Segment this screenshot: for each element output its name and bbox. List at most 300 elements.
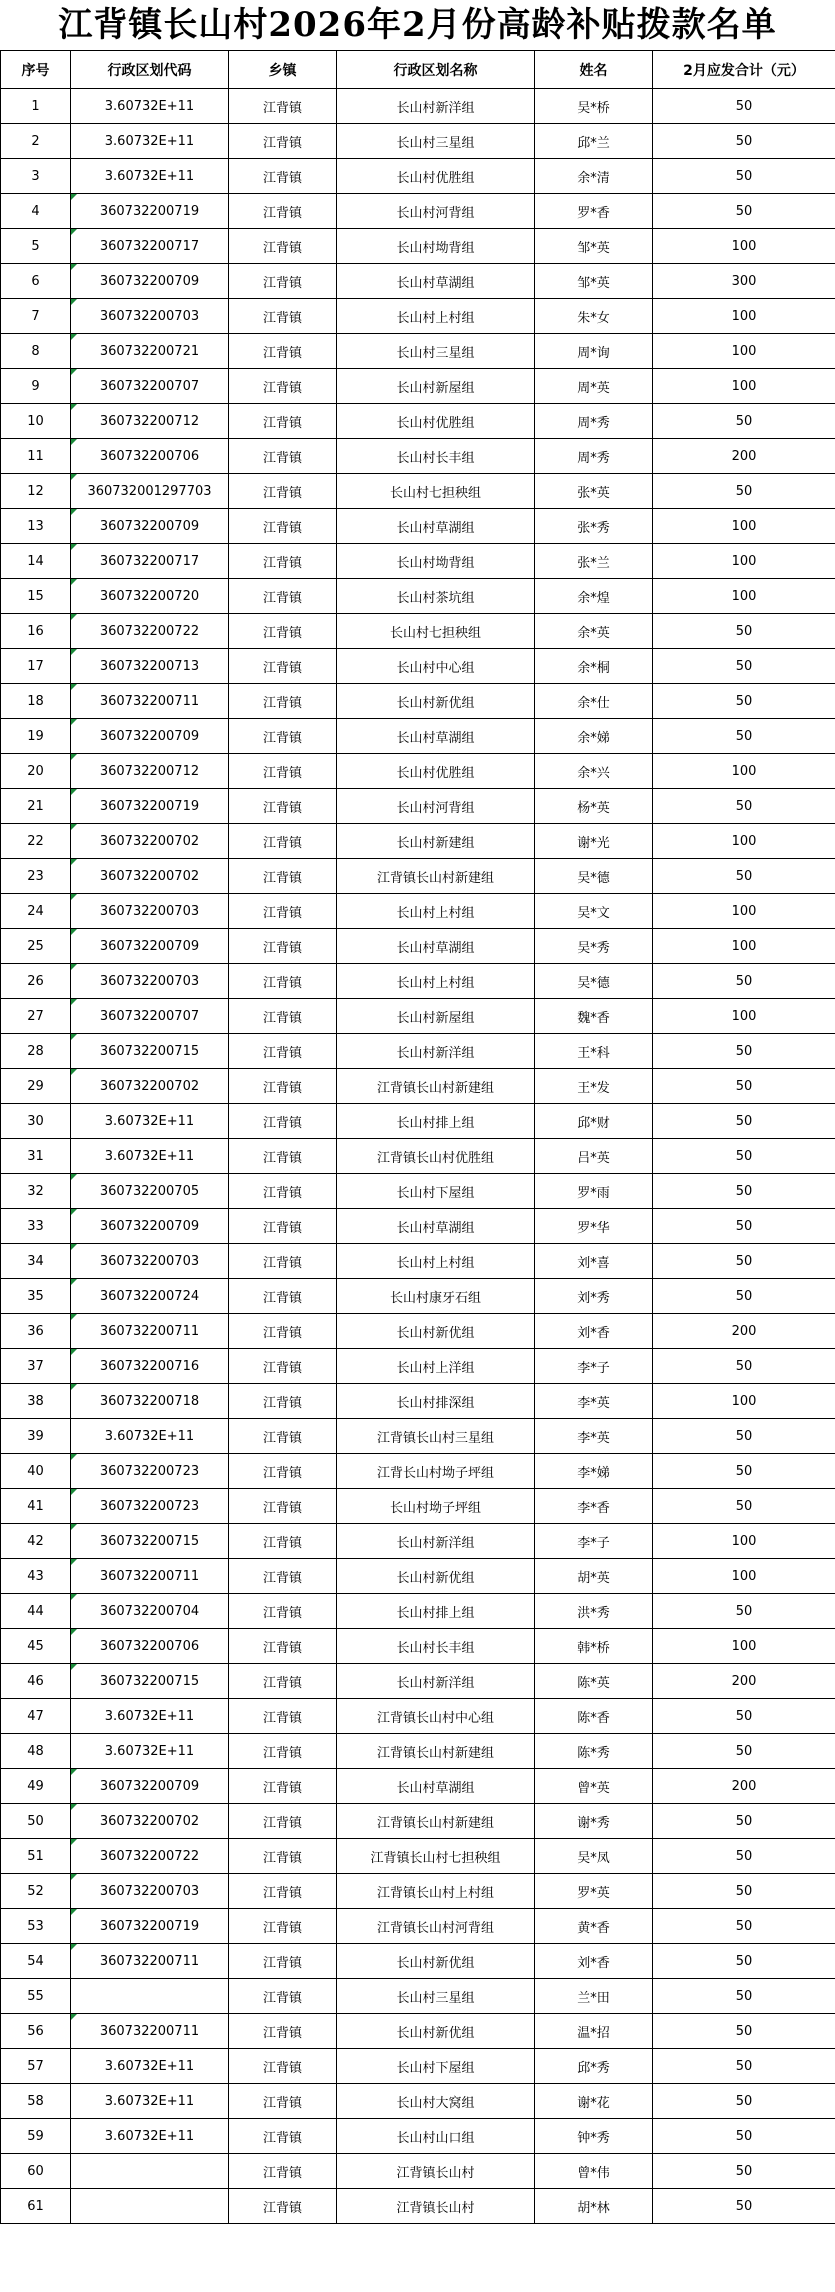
cell-town: 江背镇 xyxy=(229,1034,337,1069)
table-row xyxy=(1,2154,835,2189)
cell-index: 31 xyxy=(1,1139,71,1174)
table-row xyxy=(1,1139,835,1174)
cell-town: 江背镇 xyxy=(229,614,337,649)
cell-amount: 50 xyxy=(653,649,835,684)
cell-town: 江背镇 xyxy=(229,474,337,509)
cell-index: 45 xyxy=(1,1629,71,1664)
cell-name: 朱*女 xyxy=(535,299,653,334)
table-row xyxy=(1,1419,835,1454)
cell-index: 34 xyxy=(1,1244,71,1279)
table-row xyxy=(1,999,835,1034)
cell-region-name: 江背镇长山村七担秧组 xyxy=(337,1839,535,1874)
header-name: 姓名 xyxy=(535,51,653,89)
cell-index: 41 xyxy=(1,1489,71,1524)
cell-amount: 50 xyxy=(653,1594,835,1629)
cell-amount: 50 xyxy=(653,1419,835,1454)
cell-name: 吴*凤 xyxy=(535,1839,653,1874)
cell-index: 59 xyxy=(1,2119,71,2154)
cell-name: 钟*秀 xyxy=(535,2119,653,2154)
cell-amount: 50 xyxy=(653,2084,835,2119)
table-row xyxy=(1,1594,835,1629)
cell-region-code: 360732200711 xyxy=(71,684,229,719)
cell-index: 51 xyxy=(1,1839,71,1874)
cell-name: 陈*香 xyxy=(535,1699,653,1734)
cell-amount: 200 xyxy=(653,1769,835,1804)
cell-name: 曾*英 xyxy=(535,1769,653,1804)
cell-index: 1 xyxy=(1,89,71,124)
cell-name: 吴*桥 xyxy=(535,89,653,124)
cell-region-code: 360732200715 xyxy=(71,1524,229,1559)
table-row xyxy=(1,439,835,474)
cell-region-code: 360732200723 xyxy=(71,1454,229,1489)
table-row xyxy=(1,1384,835,1419)
cell-name: 张*兰 xyxy=(535,544,653,579)
cell-region-code: 360732200715 xyxy=(71,1034,229,1069)
cell-region-name: 江背镇长山村新建组 xyxy=(337,1069,535,1104)
cell-region-name: 江背镇长山村新建组 xyxy=(337,1734,535,1769)
cell-region-code: 360732200711 xyxy=(71,1559,229,1594)
cell-region-name: 江背镇长山村中心组 xyxy=(337,1699,535,1734)
cell-region-code: 360732200719 xyxy=(71,1909,229,1944)
table-row xyxy=(1,1349,835,1384)
cell-amount: 50 xyxy=(653,159,835,194)
cell-region-name: 长山村中心组 xyxy=(337,649,535,684)
cell-name: 黄*香 xyxy=(535,1909,653,1944)
cell-town: 江背镇 xyxy=(229,1349,337,1384)
cell-town: 江背镇 xyxy=(229,439,337,474)
cell-name: 邹*英 xyxy=(535,264,653,299)
cell-region-code: 3.60732E+11 xyxy=(71,2084,229,2119)
cell-name: 周*英 xyxy=(535,369,653,404)
cell-index: 16 xyxy=(1,614,71,649)
cell-region-code: 360732200702 xyxy=(71,1069,229,1104)
cell-town: 江背镇 xyxy=(229,2014,337,2049)
cell-town: 江背镇 xyxy=(229,2049,337,2084)
cell-region-code: 3.60732E+11 xyxy=(71,89,229,124)
cell-index: 58 xyxy=(1,2084,71,2119)
cell-amount: 50 xyxy=(653,789,835,824)
cell-region-name: 长山村新建组 xyxy=(337,824,535,859)
cell-index: 38 xyxy=(1,1384,71,1419)
table-row xyxy=(1,1489,835,1524)
cell-region-name: 长山村河背组 xyxy=(337,789,535,824)
cell-region-code: 360732200706 xyxy=(71,439,229,474)
cell-name: 吴*德 xyxy=(535,964,653,999)
cell-name: 刘*喜 xyxy=(535,1244,653,1279)
cell-town: 江背镇 xyxy=(229,89,337,124)
cell-town: 江背镇 xyxy=(229,1769,337,1804)
cell-index: 40 xyxy=(1,1454,71,1489)
cell-town: 江背镇 xyxy=(229,1804,337,1839)
cell-region-name: 长山村七担秧组 xyxy=(337,614,535,649)
cell-region-name: 长山村新洋组 xyxy=(337,1034,535,1069)
document-title: 江背镇长山村2026年2月份高龄补贴拨款名单 xyxy=(58,5,777,45)
cell-index: 11 xyxy=(1,439,71,474)
table-row xyxy=(1,1979,835,2014)
cell-index: 4 xyxy=(1,194,71,229)
cell-name: 胡*英 xyxy=(535,1559,653,1594)
cell-name: 陈*英 xyxy=(535,1664,653,1699)
table-row xyxy=(1,1874,835,1909)
cell-amount: 50 xyxy=(653,684,835,719)
cell-index: 46 xyxy=(1,1664,71,1699)
cell-town: 江背镇 xyxy=(229,1139,337,1174)
table-row xyxy=(1,2049,835,2084)
cell-region-name: 长山村新优组 xyxy=(337,1944,535,1979)
cell-region-code: 3.60732E+11 xyxy=(71,2119,229,2154)
cell-region-code xyxy=(71,2189,229,2224)
cell-amount: 100 xyxy=(653,579,835,614)
cell-town: 江背镇 xyxy=(229,299,337,334)
cell-amount: 50 xyxy=(653,1909,835,1944)
cell-region-code: 360732200709 xyxy=(71,1209,229,1244)
cell-index: 55 xyxy=(1,1979,71,2014)
cell-region-code: 3.60732E+11 xyxy=(71,1139,229,1174)
cell-town: 江背镇 xyxy=(229,964,337,999)
cell-name: 周*秀 xyxy=(535,404,653,439)
cell-town: 江背镇 xyxy=(229,1524,337,1559)
cell-region-code: 360732200709 xyxy=(71,929,229,964)
table-row xyxy=(1,1769,835,1804)
cell-name: 吴*德 xyxy=(535,859,653,894)
cell-region-name: 江背长山村坳子坪组 xyxy=(337,1454,535,1489)
cell-name: 罗*英 xyxy=(535,1874,653,1909)
cell-region-name: 长山村三星组 xyxy=(337,334,535,369)
cell-index: 48 xyxy=(1,1734,71,1769)
cell-town: 江背镇 xyxy=(229,124,337,159)
cell-region-name: 江背镇长山村 xyxy=(337,2189,535,2224)
cell-region-name: 江背镇长山村优胜组 xyxy=(337,1139,535,1174)
cell-index: 22 xyxy=(1,824,71,859)
table-row xyxy=(1,789,835,824)
table-row xyxy=(1,579,835,614)
cell-amount: 50 xyxy=(653,1979,835,2014)
cell-region-code: 360732200707 xyxy=(71,369,229,404)
cell-town: 江背镇 xyxy=(229,1104,337,1139)
cell-amount: 100 xyxy=(653,544,835,579)
cell-region-code: 360732200709 xyxy=(71,1769,229,1804)
cell-amount: 50 xyxy=(653,719,835,754)
cell-index: 9 xyxy=(1,369,71,404)
cell-amount: 50 xyxy=(653,474,835,509)
table-row xyxy=(1,1209,835,1244)
cell-town: 江背镇 xyxy=(229,2084,337,2119)
header-index: 序号 xyxy=(1,51,71,89)
cell-index: 24 xyxy=(1,894,71,929)
cell-amount: 50 xyxy=(653,1944,835,1979)
cell-region-code: 3.60732E+11 xyxy=(71,1419,229,1454)
cell-index: 18 xyxy=(1,684,71,719)
cell-region-code: 360732200717 xyxy=(71,544,229,579)
cell-amount: 50 xyxy=(653,2119,835,2154)
table-row xyxy=(1,2084,835,2119)
table-row xyxy=(1,229,835,264)
cell-index: 29 xyxy=(1,1069,71,1104)
cell-index: 14 xyxy=(1,544,71,579)
cell-amount: 200 xyxy=(653,439,835,474)
cell-region-code: 3.60732E+11 xyxy=(71,1699,229,1734)
cell-index: 42 xyxy=(1,1524,71,1559)
table-row xyxy=(1,964,835,999)
cell-index: 56 xyxy=(1,2014,71,2049)
table-row xyxy=(1,1104,835,1139)
table-row xyxy=(1,719,835,754)
cell-region-name: 长山村上洋组 xyxy=(337,1349,535,1384)
cell-town: 江背镇 xyxy=(229,2119,337,2154)
cell-region-name: 长山村草湖组 xyxy=(337,1209,535,1244)
cell-region-name: 江背镇长山村三星组 xyxy=(337,1419,535,1454)
cell-town: 江背镇 xyxy=(229,1314,337,1349)
cell-amount: 100 xyxy=(653,1559,835,1594)
cell-name: 张*英 xyxy=(535,474,653,509)
cell-name: 余*娣 xyxy=(535,719,653,754)
cell-town: 江背镇 xyxy=(229,824,337,859)
cell-index: 10 xyxy=(1,404,71,439)
table-row xyxy=(1,194,835,229)
cell-region-code: 360732200705 xyxy=(71,1174,229,1209)
cell-region-name: 江背镇长山村上村组 xyxy=(337,1874,535,1909)
cell-town: 江背镇 xyxy=(229,1419,337,1454)
cell-amount: 50 xyxy=(653,1139,835,1174)
table-row xyxy=(1,1524,835,1559)
cell-index: 57 xyxy=(1,2049,71,2084)
cell-region-name: 江背镇长山村河背组 xyxy=(337,1909,535,1944)
cell-region-name: 长山村新优组 xyxy=(337,1559,535,1594)
cell-amount: 100 xyxy=(653,929,835,964)
cell-amount: 50 xyxy=(653,2154,835,2189)
cell-region-name: 江背镇长山村新建组 xyxy=(337,859,535,894)
table-row xyxy=(1,1944,835,1979)
table-header-row xyxy=(1,51,835,89)
cell-town: 江背镇 xyxy=(229,229,337,264)
cell-region-code: 360732001297703 xyxy=(71,474,229,509)
table-row xyxy=(1,159,835,194)
cell-name: 温*招 xyxy=(535,2014,653,2049)
cell-index: 20 xyxy=(1,754,71,789)
cell-amount: 200 xyxy=(653,1314,835,1349)
cell-town: 江背镇 xyxy=(229,1279,337,1314)
cell-region-name: 长山村新屋组 xyxy=(337,999,535,1034)
cell-region-code: 3.60732E+11 xyxy=(71,1734,229,1769)
cell-region-code xyxy=(71,2154,229,2189)
cell-name: 吴*文 xyxy=(535,894,653,929)
cell-region-name: 长山村康牙石组 xyxy=(337,1279,535,1314)
cell-town: 江背镇 xyxy=(229,369,337,404)
cell-region-code: 360732200703 xyxy=(71,299,229,334)
cell-town: 江背镇 xyxy=(229,719,337,754)
cell-region-name: 长山村上村组 xyxy=(337,1244,535,1279)
cell-name: 洪*秀 xyxy=(535,1594,653,1629)
cell-town: 江背镇 xyxy=(229,1979,337,2014)
cell-amount: 100 xyxy=(653,1384,835,1419)
cell-region-name: 长山村新洋组 xyxy=(337,1664,535,1699)
cell-name: 刘*香 xyxy=(535,1944,653,1979)
table-row xyxy=(1,1664,835,1699)
cell-name: 李*子 xyxy=(535,1349,653,1384)
cell-amount: 50 xyxy=(653,1279,835,1314)
cell-region-code: 360732200720 xyxy=(71,579,229,614)
cell-index: 35 xyxy=(1,1279,71,1314)
cell-town: 江背镇 xyxy=(229,2189,337,2224)
cell-region-name: 长山村河背组 xyxy=(337,194,535,229)
cell-town: 江背镇 xyxy=(229,194,337,229)
cell-index: 49 xyxy=(1,1769,71,1804)
cell-region-code: 360732200713 xyxy=(71,649,229,684)
cell-amount: 100 xyxy=(653,299,835,334)
table-row xyxy=(1,614,835,649)
cell-name: 韩*桥 xyxy=(535,1629,653,1664)
cell-region-code: 360732200719 xyxy=(71,789,229,824)
table-row xyxy=(1,1734,835,1769)
cell-region-name: 长山村新洋组 xyxy=(337,1524,535,1559)
cell-town: 江背镇 xyxy=(229,789,337,824)
cell-index: 3 xyxy=(1,159,71,194)
cell-name: 刘*香 xyxy=(535,1314,653,1349)
cell-amount: 50 xyxy=(653,1244,835,1279)
cell-index: 28 xyxy=(1,1034,71,1069)
cell-region-code: 360732200709 xyxy=(71,719,229,754)
cell-index: 33 xyxy=(1,1209,71,1244)
table-row xyxy=(1,404,835,439)
cell-region-code: 360732200703 xyxy=(71,964,229,999)
cell-region-code: 360732200703 xyxy=(71,894,229,929)
cell-region-code: 360732200702 xyxy=(71,859,229,894)
cell-town: 江背镇 xyxy=(229,509,337,544)
cell-region-name: 长山村排上组 xyxy=(337,1104,535,1139)
cell-index: 19 xyxy=(1,719,71,754)
cell-region-name: 长山村新屋组 xyxy=(337,369,535,404)
cell-town: 江背镇 xyxy=(229,929,337,964)
cell-region-code: 360732200703 xyxy=(71,1874,229,1909)
cell-name: 邱*财 xyxy=(535,1104,653,1139)
cell-name: 余*兴 xyxy=(535,754,653,789)
cell-region-name: 长山村新洋组 xyxy=(337,89,535,124)
header-region-name: 行政区划名称 xyxy=(337,51,535,89)
cell-region-name: 长山村排上组 xyxy=(337,1594,535,1629)
cell-town: 江背镇 xyxy=(229,1839,337,1874)
cell-name: 李*英 xyxy=(535,1419,653,1454)
cell-amount: 50 xyxy=(653,194,835,229)
cell-index: 53 xyxy=(1,1909,71,1944)
cell-name: 邱*秀 xyxy=(535,2049,653,2084)
table-row xyxy=(1,1839,835,1874)
table-row xyxy=(1,1699,835,1734)
cell-region-code: 360732200711 xyxy=(71,2014,229,2049)
cell-region-code: 360732200724 xyxy=(71,1279,229,1314)
cell-name: 罗*香 xyxy=(535,194,653,229)
cell-index: 15 xyxy=(1,579,71,614)
cell-region-name: 长山村坳子坪组 xyxy=(337,1489,535,1524)
cell-region-name: 江背镇长山村新建组 xyxy=(337,1804,535,1839)
cell-region-name: 长山村优胜组 xyxy=(337,159,535,194)
cell-name: 李*英 xyxy=(535,1384,653,1419)
cell-index: 47 xyxy=(1,1699,71,1734)
cell-index: 12 xyxy=(1,474,71,509)
cell-index: 25 xyxy=(1,929,71,964)
cell-town: 江背镇 xyxy=(229,894,337,929)
cell-index: 23 xyxy=(1,859,71,894)
cell-name: 余*煌 xyxy=(535,579,653,614)
cell-index: 37 xyxy=(1,1349,71,1384)
cell-region-code: 360732200717 xyxy=(71,229,229,264)
cell-town: 江背镇 xyxy=(229,1734,337,1769)
cell-amount: 100 xyxy=(653,1524,835,1559)
cell-amount: 50 xyxy=(653,1174,835,1209)
cell-town: 江背镇 xyxy=(229,334,337,369)
table-row xyxy=(1,369,835,404)
table-row xyxy=(1,1244,835,1279)
table-row xyxy=(1,334,835,369)
cell-name: 邱*兰 xyxy=(535,124,653,159)
cell-region-name: 长山村山口组 xyxy=(337,2119,535,2154)
cell-index: 2 xyxy=(1,124,71,159)
cell-region-code: 360732200715 xyxy=(71,1664,229,1699)
cell-index: 27 xyxy=(1,999,71,1034)
cell-amount: 50 xyxy=(653,1349,835,1384)
table-row xyxy=(1,1279,835,1314)
cell-name: 余*仕 xyxy=(535,684,653,719)
cell-name: 胡*林 xyxy=(535,2189,653,2224)
cell-town: 江背镇 xyxy=(229,544,337,579)
cell-town: 江背镇 xyxy=(229,684,337,719)
table-row xyxy=(1,2189,835,2224)
cell-region-name: 长山村新优组 xyxy=(337,1314,535,1349)
cell-town: 江背镇 xyxy=(229,649,337,684)
cell-region-name: 长山村新优组 xyxy=(337,2014,535,2049)
cell-index: 6 xyxy=(1,264,71,299)
cell-name: 杨*英 xyxy=(535,789,653,824)
cell-name: 谢*秀 xyxy=(535,1804,653,1839)
cell-index: 5 xyxy=(1,229,71,264)
cell-town: 江背镇 xyxy=(229,1559,337,1594)
cell-region-name: 长山村草湖组 xyxy=(337,929,535,964)
cell-region-name: 长山村新优组 xyxy=(337,684,535,719)
cell-region-name: 长山村上村组 xyxy=(337,894,535,929)
cell-amount: 50 xyxy=(653,964,835,999)
table-row xyxy=(1,649,835,684)
cell-region-name: 长山村茶坑组 xyxy=(337,579,535,614)
cell-region-name: 长山村上村组 xyxy=(337,299,535,334)
cell-region-code: 360732200709 xyxy=(71,264,229,299)
cell-region-code: 360732200702 xyxy=(71,824,229,859)
cell-region-code: 360732200703 xyxy=(71,1244,229,1279)
cell-amount: 100 xyxy=(653,229,835,264)
cell-name: 李*娣 xyxy=(535,1454,653,1489)
cell-name: 罗*华 xyxy=(535,1209,653,1244)
table-row xyxy=(1,509,835,544)
cell-region-code: 360732200722 xyxy=(71,614,229,649)
cell-amount: 50 xyxy=(653,1034,835,1069)
header-region-code: 行政区划代码 xyxy=(71,51,229,89)
table-row xyxy=(1,894,835,929)
cell-name: 王*发 xyxy=(535,1069,653,1104)
table-row xyxy=(1,1314,835,1349)
cell-town: 江背镇 xyxy=(229,1384,337,1419)
table-row xyxy=(1,89,835,124)
cell-region-name: 长山村长丰组 xyxy=(337,439,535,474)
table-row xyxy=(1,1804,835,1839)
cell-name: 余*桐 xyxy=(535,649,653,684)
cell-name: 谢*光 xyxy=(535,824,653,859)
cell-region-code: 360732200721 xyxy=(71,334,229,369)
cell-town: 江背镇 xyxy=(229,404,337,439)
cell-region-name: 长山村草湖组 xyxy=(337,264,535,299)
cell-town: 江背镇 xyxy=(229,1209,337,1244)
subsidy-table xyxy=(0,50,835,2224)
cell-region-name: 长山村下屋组 xyxy=(337,2049,535,2084)
cell-region-code: 3.60732E+11 xyxy=(71,124,229,159)
table-row xyxy=(1,1559,835,1594)
